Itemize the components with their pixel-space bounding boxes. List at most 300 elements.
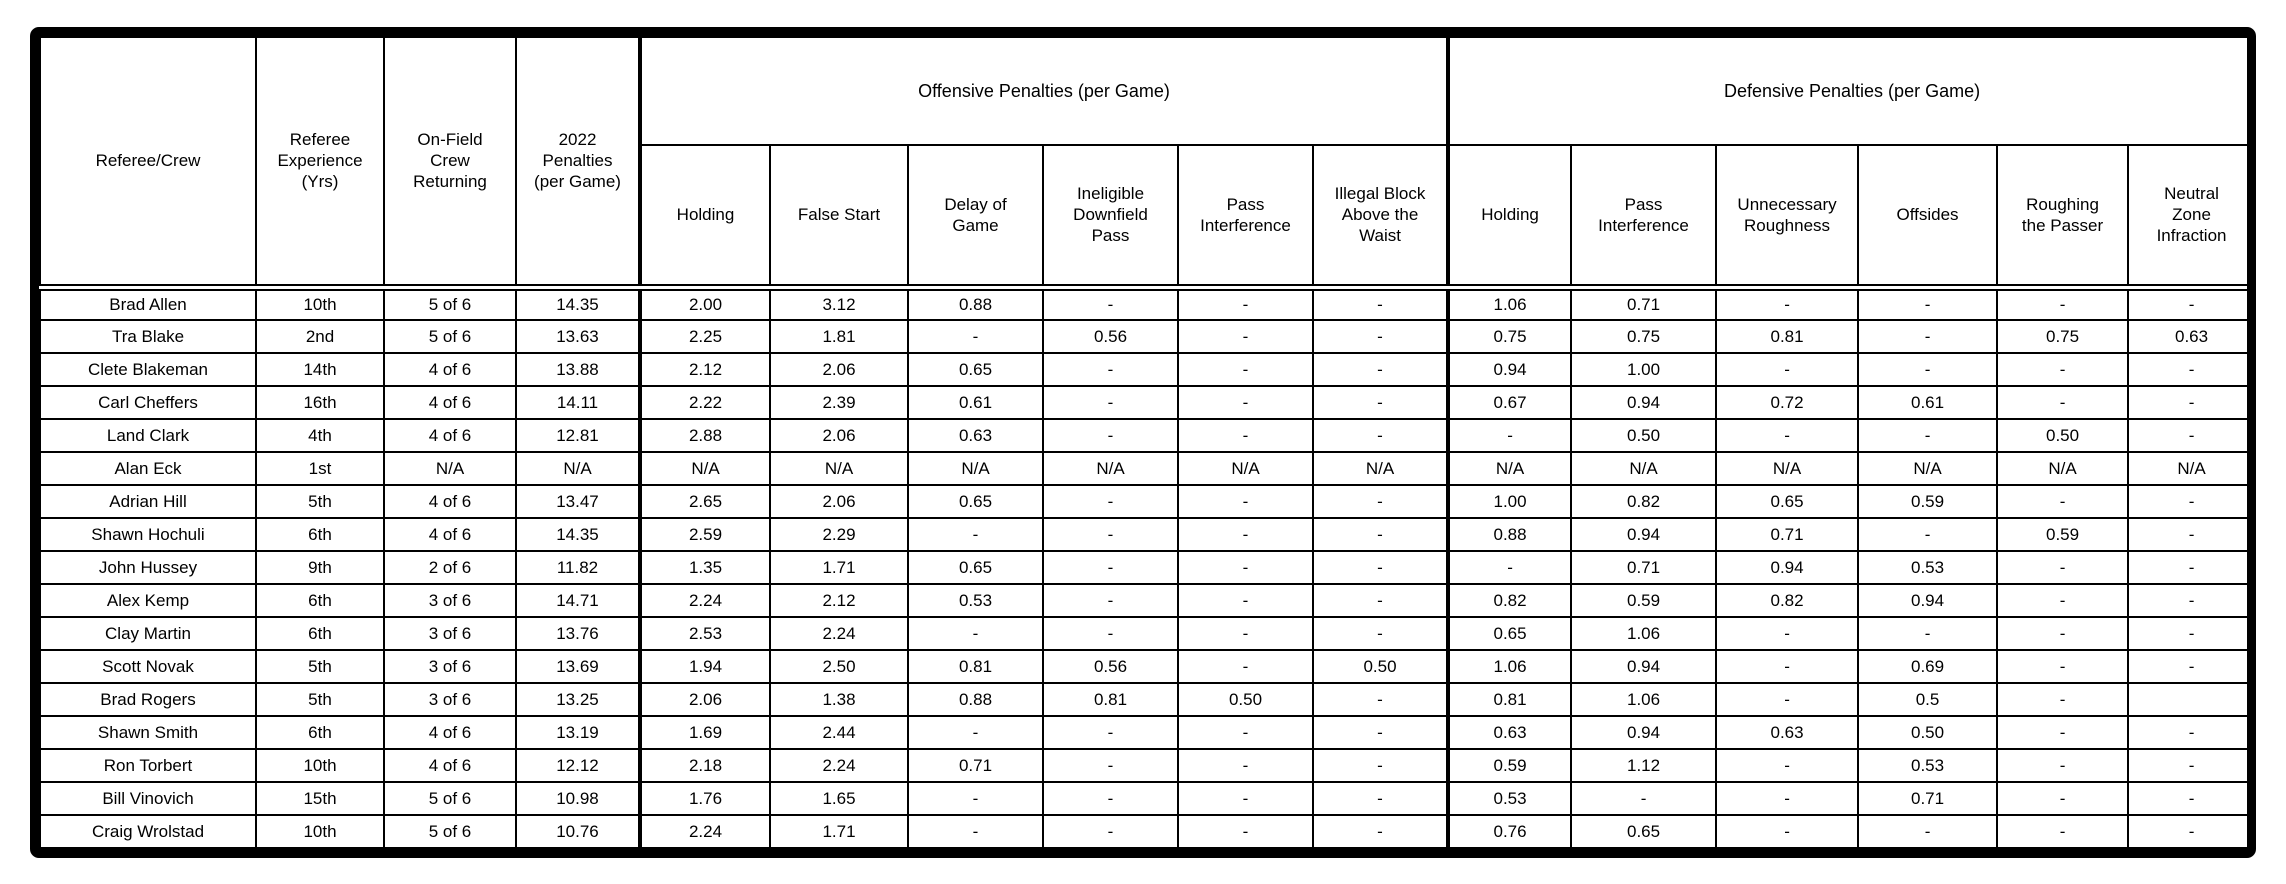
value-cell: 4 of 6 xyxy=(384,386,516,419)
value-cell: - xyxy=(1178,287,1313,320)
value-cell: 5th xyxy=(256,683,384,716)
value-cell: - xyxy=(1043,617,1178,650)
value-cell: - xyxy=(2128,353,2255,386)
value-cell: 0.50 xyxy=(1858,716,1997,749)
value-cell: 1.00 xyxy=(1448,485,1571,518)
value-cell: 10.76 xyxy=(516,815,640,848)
value-cell: - xyxy=(1043,419,1178,452)
value-cell: 0.65 xyxy=(908,353,1043,386)
value-cell: 0.94 xyxy=(1571,518,1716,551)
value-cell: - xyxy=(1178,320,1313,353)
value-cell: 0.82 xyxy=(1571,485,1716,518)
value-cell: - xyxy=(1178,353,1313,386)
value-cell: - xyxy=(1997,287,2128,320)
value-cell: 0.59 xyxy=(1858,485,1997,518)
value-cell: 2.65 xyxy=(640,485,770,518)
referee-name-cell: Clay Martin xyxy=(40,617,256,650)
value-cell: N/A xyxy=(516,452,640,485)
value-cell: - xyxy=(1716,650,1858,683)
value-cell: 13.63 xyxy=(516,320,640,353)
value-cell: - xyxy=(1448,419,1571,452)
value-cell: 10th xyxy=(256,815,384,848)
value-cell: 1.12 xyxy=(1571,749,1716,782)
value-cell: 12.81 xyxy=(516,419,640,452)
value-cell: 4 of 6 xyxy=(384,716,516,749)
value-cell: 13.88 xyxy=(516,353,640,386)
value-cell: - xyxy=(1178,419,1313,452)
referee-name-cell: Clete Blakeman xyxy=(40,353,256,386)
value-cell: 13.69 xyxy=(516,650,640,683)
value-cell: 2.29 xyxy=(770,518,908,551)
referee-penalties-table xyxy=(39,36,2256,849)
value-cell: - xyxy=(1716,419,1858,452)
col-header-def-offsides: Offsides xyxy=(1858,145,1997,287)
value-cell: 2.22 xyxy=(640,386,770,419)
value-cell: - xyxy=(1178,551,1313,584)
value-cell: - xyxy=(1716,287,1858,320)
value-cell: 0.5 xyxy=(1858,683,1997,716)
value-cell: 4 of 6 xyxy=(384,485,516,518)
value-cell: 0.71 xyxy=(908,749,1043,782)
value-cell: 0.65 xyxy=(908,551,1043,584)
value-cell: 0.65 xyxy=(1448,617,1571,650)
table-row xyxy=(40,584,2255,617)
value-cell: 6th xyxy=(256,617,384,650)
value-cell: - xyxy=(1716,683,1858,716)
value-cell: 16th xyxy=(256,386,384,419)
value-cell: N/A xyxy=(770,452,908,485)
value-cell: - xyxy=(1313,551,1448,584)
value-cell: - xyxy=(1178,650,1313,683)
value-cell: 13.47 xyxy=(516,485,640,518)
value-cell: 0.56 xyxy=(1043,320,1178,353)
value-cell: - xyxy=(908,782,1043,815)
value-cell: N/A xyxy=(1997,452,2128,485)
table-row xyxy=(40,353,2255,386)
value-cell: 4th xyxy=(256,419,384,452)
value-cell: - xyxy=(1716,782,1858,815)
value-cell: 0.82 xyxy=(1716,584,1858,617)
table-row xyxy=(40,287,2255,320)
referee-name-cell: Ron Torbert xyxy=(40,749,256,782)
value-cell: - xyxy=(1313,353,1448,386)
referee-name-cell: Adrian Hill xyxy=(40,485,256,518)
value-cell: 2.06 xyxy=(770,353,908,386)
table-row xyxy=(40,518,2255,551)
referee-name-cell: Craig Wrolstad xyxy=(40,815,256,848)
col-header-off-illegal-block: Illegal Block Above the Waist xyxy=(1313,145,1448,287)
value-cell: 2.24 xyxy=(640,815,770,848)
value-cell: 0.59 xyxy=(1997,518,2128,551)
value-cell: N/A xyxy=(1043,452,1178,485)
value-cell: 2.18 xyxy=(640,749,770,782)
referee-name-cell: Brad Allen xyxy=(40,287,256,320)
referee-name-cell: Bill Vinovich xyxy=(40,782,256,815)
value-cell: 0.94 xyxy=(1448,353,1571,386)
value-cell: 14th xyxy=(256,353,384,386)
value-cell: - xyxy=(2128,518,2255,551)
value-cell: 2.25 xyxy=(640,320,770,353)
value-cell: N/A xyxy=(2128,452,2255,485)
value-cell: - xyxy=(2128,716,2255,749)
referee-name-cell: John Hussey xyxy=(40,551,256,584)
value-cell: 4 of 6 xyxy=(384,353,516,386)
value-cell: - xyxy=(1716,617,1858,650)
value-cell: 1.71 xyxy=(770,815,908,848)
value-cell: 0.71 xyxy=(1716,518,1858,551)
value-cell: 1.69 xyxy=(640,716,770,749)
value-cell: 3.12 xyxy=(770,287,908,320)
col-header-off-holding: Holding xyxy=(640,145,770,287)
value-cell: - xyxy=(1858,353,1997,386)
table-row xyxy=(40,386,2255,419)
value-cell: - xyxy=(2128,287,2255,320)
value-cell: - xyxy=(1043,716,1178,749)
value-cell: - xyxy=(1313,749,1448,782)
table-row xyxy=(40,419,2255,452)
value-cell: 14.71 xyxy=(516,584,640,617)
value-cell: 1.06 xyxy=(1448,650,1571,683)
value-cell: 2.59 xyxy=(640,518,770,551)
value-cell: - xyxy=(1313,287,1448,320)
value-cell: - xyxy=(1313,815,1448,848)
value-cell: 0.65 xyxy=(1571,815,1716,848)
value-cell: - xyxy=(1178,749,1313,782)
value-cell: 4 of 6 xyxy=(384,419,516,452)
value-cell: - xyxy=(1178,386,1313,419)
value-cell: N/A xyxy=(1313,452,1448,485)
referee-name-cell: Shawn Smith xyxy=(40,716,256,749)
value-cell: - xyxy=(1313,782,1448,815)
value-cell: 0.94 xyxy=(1716,551,1858,584)
referee-name-cell: Shawn Hochuli xyxy=(40,518,256,551)
value-cell: 10th xyxy=(256,287,384,320)
referee-name-cell: Alex Kemp xyxy=(40,584,256,617)
value-cell: - xyxy=(1178,518,1313,551)
value-cell: - xyxy=(2128,485,2255,518)
value-cell: 0.63 xyxy=(1448,716,1571,749)
value-cell: - xyxy=(908,617,1043,650)
value-cell: 14.35 xyxy=(516,518,640,551)
value-cell: 2.24 xyxy=(770,749,908,782)
value-cell: - xyxy=(2128,815,2255,848)
value-cell: 2.00 xyxy=(640,287,770,320)
value-cell: 6th xyxy=(256,518,384,551)
col-header-off-false-start: False Start xyxy=(770,145,908,287)
value-cell: 0.65 xyxy=(1716,485,1858,518)
value-cell: 0.50 xyxy=(1178,683,1313,716)
table-row xyxy=(40,320,2255,353)
value-cell: 5 of 6 xyxy=(384,320,516,353)
value-cell: - xyxy=(1858,617,1997,650)
value-cell: 0.53 xyxy=(908,584,1043,617)
value-cell: N/A xyxy=(1448,452,1571,485)
col-header-2022-penalties: 2022 Penalties (per Game) xyxy=(516,37,640,287)
value-cell: - xyxy=(1858,815,1997,848)
value-cell: 12.12 xyxy=(516,749,640,782)
value-cell: 3 of 6 xyxy=(384,584,516,617)
value-cell: 2 of 6 xyxy=(384,551,516,584)
value-cell: - xyxy=(1043,386,1178,419)
value-cell: - xyxy=(2128,617,2255,650)
value-cell: 15th xyxy=(256,782,384,815)
value-cell: 13.76 xyxy=(516,617,640,650)
value-cell: - xyxy=(1178,584,1313,617)
value-cell: 2.88 xyxy=(640,419,770,452)
value-cell: - xyxy=(1313,518,1448,551)
value-cell: 0.81 xyxy=(1716,320,1858,353)
col-header-referee-crew: Referee/Crew xyxy=(40,37,256,287)
value-cell: N/A xyxy=(1858,452,1997,485)
table-row xyxy=(40,551,2255,584)
value-cell: - xyxy=(1313,485,1448,518)
value-cell: 0.63 xyxy=(1716,716,1858,749)
table-row xyxy=(40,716,2255,749)
value-cell: - xyxy=(1997,650,2128,683)
value-cell: 1st xyxy=(256,452,384,485)
value-cell: 2.06 xyxy=(770,485,908,518)
value-cell: 3 of 6 xyxy=(384,617,516,650)
value-cell: 0.72 xyxy=(1716,386,1858,419)
value-cell: 10th xyxy=(256,749,384,782)
value-cell: - xyxy=(1043,584,1178,617)
value-cell: 1.35 xyxy=(640,551,770,584)
value-cell: 4 of 6 xyxy=(384,518,516,551)
value-cell: 6th xyxy=(256,716,384,749)
referee-name-cell: Scott Novak xyxy=(40,650,256,683)
value-cell: 2.12 xyxy=(770,584,908,617)
referee-name-cell: Tra Blake xyxy=(40,320,256,353)
value-cell: 1.65 xyxy=(770,782,908,815)
value-cell: 0.50 xyxy=(1997,419,2128,452)
value-cell: - xyxy=(1858,320,1997,353)
value-cell: - xyxy=(1997,584,2128,617)
value-cell: - xyxy=(1313,716,1448,749)
referee-name-cell: Carl Cheffers xyxy=(40,386,256,419)
referee-name-cell: Brad Rogers xyxy=(40,683,256,716)
value-cell: - xyxy=(1043,749,1178,782)
value-cell: 14.11 xyxy=(516,386,640,419)
value-cell: - xyxy=(2128,386,2255,419)
value-cell: - xyxy=(1997,716,2128,749)
value-cell: N/A xyxy=(1571,452,1716,485)
table-row xyxy=(40,650,2255,683)
table-row xyxy=(40,683,2255,716)
value-cell: 1.81 xyxy=(770,320,908,353)
value-cell: 5 of 6 xyxy=(384,815,516,848)
value-cell: 3 of 6 xyxy=(384,683,516,716)
value-cell: 0.53 xyxy=(1448,782,1571,815)
value-cell: 0.50 xyxy=(1313,650,1448,683)
referee-penalties-table-frame xyxy=(30,27,2256,858)
value-cell: 2.06 xyxy=(770,419,908,452)
value-cell: 0.63 xyxy=(908,419,1043,452)
col-header-def-holding: Holding xyxy=(1448,145,1571,287)
value-cell: 0.69 xyxy=(1858,650,1997,683)
col-header-referee-experience: Referee Experience (Yrs) xyxy=(256,37,384,287)
value-cell: 0.81 xyxy=(1043,683,1178,716)
value-cell: 6th xyxy=(256,584,384,617)
value-cell: - xyxy=(1716,353,1858,386)
value-cell: 4 of 6 xyxy=(384,749,516,782)
value-cell: - xyxy=(1997,551,2128,584)
value-cell: 0.67 xyxy=(1448,386,1571,419)
table-row xyxy=(40,815,2255,848)
value-cell: - xyxy=(1997,617,2128,650)
value-cell: - xyxy=(1043,782,1178,815)
value-cell: - xyxy=(2128,650,2255,683)
table-header xyxy=(40,37,2255,287)
value-cell: - xyxy=(1571,782,1716,815)
value-cell: - xyxy=(1313,320,1448,353)
col-header-off-pass-interference: Pass Interference xyxy=(1178,145,1313,287)
value-cell: - xyxy=(1997,386,2128,419)
value-cell: - xyxy=(1997,485,2128,518)
value-cell: 0.82 xyxy=(1448,584,1571,617)
col-header-def-roughing-the-passer: Roughing the Passer xyxy=(1997,145,2128,287)
value-cell: 0.61 xyxy=(908,386,1043,419)
value-cell: - xyxy=(908,518,1043,551)
value-cell: 0.59 xyxy=(1448,749,1571,782)
value-cell: 0.59 xyxy=(1571,584,1716,617)
table-row xyxy=(40,485,2255,518)
value-cell: - xyxy=(1178,485,1313,518)
value-cell: - xyxy=(1043,485,1178,518)
value-cell: 0.75 xyxy=(1997,320,2128,353)
value-cell: 1.06 xyxy=(1571,617,1716,650)
col-header-def-neutral-zone-infraction: Neutral Zone Infraction xyxy=(2128,145,2255,287)
value-cell: 13.25 xyxy=(516,683,640,716)
value-cell: 0.81 xyxy=(1448,683,1571,716)
value-cell: 5 of 6 xyxy=(384,782,516,815)
value-cell: 3 of 6 xyxy=(384,650,516,683)
value-cell: - xyxy=(1997,782,2128,815)
value-cell: N/A xyxy=(640,452,770,485)
value-cell: - xyxy=(1313,617,1448,650)
referee-name-cell: Alan Eck xyxy=(40,452,256,485)
value-cell: 1.94 xyxy=(640,650,770,683)
value-cell: 0.94 xyxy=(1571,386,1716,419)
value-cell: 5 of 6 xyxy=(384,287,516,320)
value-cell: 0.94 xyxy=(1571,650,1716,683)
value-cell: - xyxy=(1313,419,1448,452)
value-cell: 1.38 xyxy=(770,683,908,716)
value-cell: 5th xyxy=(256,485,384,518)
table-row xyxy=(40,749,2255,782)
value-cell: - xyxy=(1997,749,2128,782)
value-cell: 0.71 xyxy=(1571,551,1716,584)
value-cell: - xyxy=(1043,353,1178,386)
value-cell: - xyxy=(1448,551,1571,584)
value-cell: - xyxy=(1178,617,1313,650)
value-cell: 1.00 xyxy=(1571,353,1716,386)
value-cell: 2.12 xyxy=(640,353,770,386)
value-cell: 0.63 xyxy=(2128,320,2255,353)
value-cell: N/A xyxy=(908,452,1043,485)
value-cell: - xyxy=(1043,518,1178,551)
value-cell: - xyxy=(908,815,1043,848)
value-cell: 13.19 xyxy=(516,716,640,749)
value-cell: 0.94 xyxy=(1858,584,1997,617)
value-cell: - xyxy=(1858,518,1997,551)
value-cell: 0.53 xyxy=(1858,551,1997,584)
value-cell: N/A xyxy=(384,452,516,485)
col-header-def-unnecessary-roughness: Unnecessary Roughness xyxy=(1716,145,1858,287)
value-cell: 0.65 xyxy=(908,485,1043,518)
value-cell: 0.76 xyxy=(1448,815,1571,848)
value-cell: - xyxy=(2128,749,2255,782)
value-cell: - xyxy=(908,320,1043,353)
table-row xyxy=(40,782,2255,815)
value-cell: 2.44 xyxy=(770,716,908,749)
value-cell: 0.71 xyxy=(1858,782,1997,815)
value-cell: - xyxy=(2128,584,2255,617)
value-cell: - xyxy=(2128,782,2255,815)
value-cell: - xyxy=(1716,815,1858,848)
value-cell: 2.50 xyxy=(770,650,908,683)
value-cell: 0.75 xyxy=(1448,320,1571,353)
value-cell: N/A xyxy=(1716,452,1858,485)
value-cell: 0.71 xyxy=(1571,287,1716,320)
value-cell: - xyxy=(1997,683,2128,716)
value-cell: - xyxy=(1313,386,1448,419)
value-cell: 1.06 xyxy=(1448,287,1571,320)
value-cell: 2.06 xyxy=(640,683,770,716)
value-cell: 2.39 xyxy=(770,386,908,419)
value-cell: 0.53 xyxy=(1858,749,1997,782)
value-cell: - xyxy=(1997,353,2128,386)
value-cell: - xyxy=(1716,749,1858,782)
value-cell: 14.35 xyxy=(516,287,640,320)
value-cell xyxy=(2128,683,2255,716)
group-header-row xyxy=(40,37,2255,145)
value-cell: - xyxy=(1178,815,1313,848)
table-row xyxy=(40,452,2255,485)
value-cell: 1.71 xyxy=(770,551,908,584)
value-cell: 0.61 xyxy=(1858,386,1997,419)
value-cell: 0.88 xyxy=(1448,518,1571,551)
col-header-crew-returning: On-Field Crew Returning xyxy=(384,37,516,287)
col-header-off-delay-of-game: Delay of Game xyxy=(908,145,1043,287)
value-cell: 0.50 xyxy=(1571,419,1716,452)
value-cell: - xyxy=(1313,683,1448,716)
value-cell: 0.56 xyxy=(1043,650,1178,683)
value-cell: 9th xyxy=(256,551,384,584)
value-cell: - xyxy=(2128,551,2255,584)
value-cell: - xyxy=(1997,815,2128,848)
value-cell: 2.53 xyxy=(640,617,770,650)
value-cell: - xyxy=(1043,287,1178,320)
value-cell: 0.94 xyxy=(1571,716,1716,749)
col-header-off-ineligible-downfield-pass: Ineligible Downfield Pass xyxy=(1043,145,1178,287)
value-cell: - xyxy=(1313,584,1448,617)
value-cell: 2nd xyxy=(256,320,384,353)
value-cell: - xyxy=(1043,551,1178,584)
value-cell: - xyxy=(1858,287,1997,320)
value-cell: - xyxy=(908,716,1043,749)
group-header-offensive-penalties: Offensive Penalties (per Game) xyxy=(640,37,1448,145)
value-cell: 0.81 xyxy=(908,650,1043,683)
table-row xyxy=(40,617,2255,650)
value-cell: 0.75 xyxy=(1571,320,1716,353)
value-cell: 10.98 xyxy=(516,782,640,815)
value-cell: 11.82 xyxy=(516,551,640,584)
value-cell: 0.88 xyxy=(908,287,1043,320)
value-cell: N/A xyxy=(1178,452,1313,485)
value-cell: 1.76 xyxy=(640,782,770,815)
col-header-def-pass-interference: Pass Interference xyxy=(1571,145,1716,287)
value-cell: 0.88 xyxy=(908,683,1043,716)
